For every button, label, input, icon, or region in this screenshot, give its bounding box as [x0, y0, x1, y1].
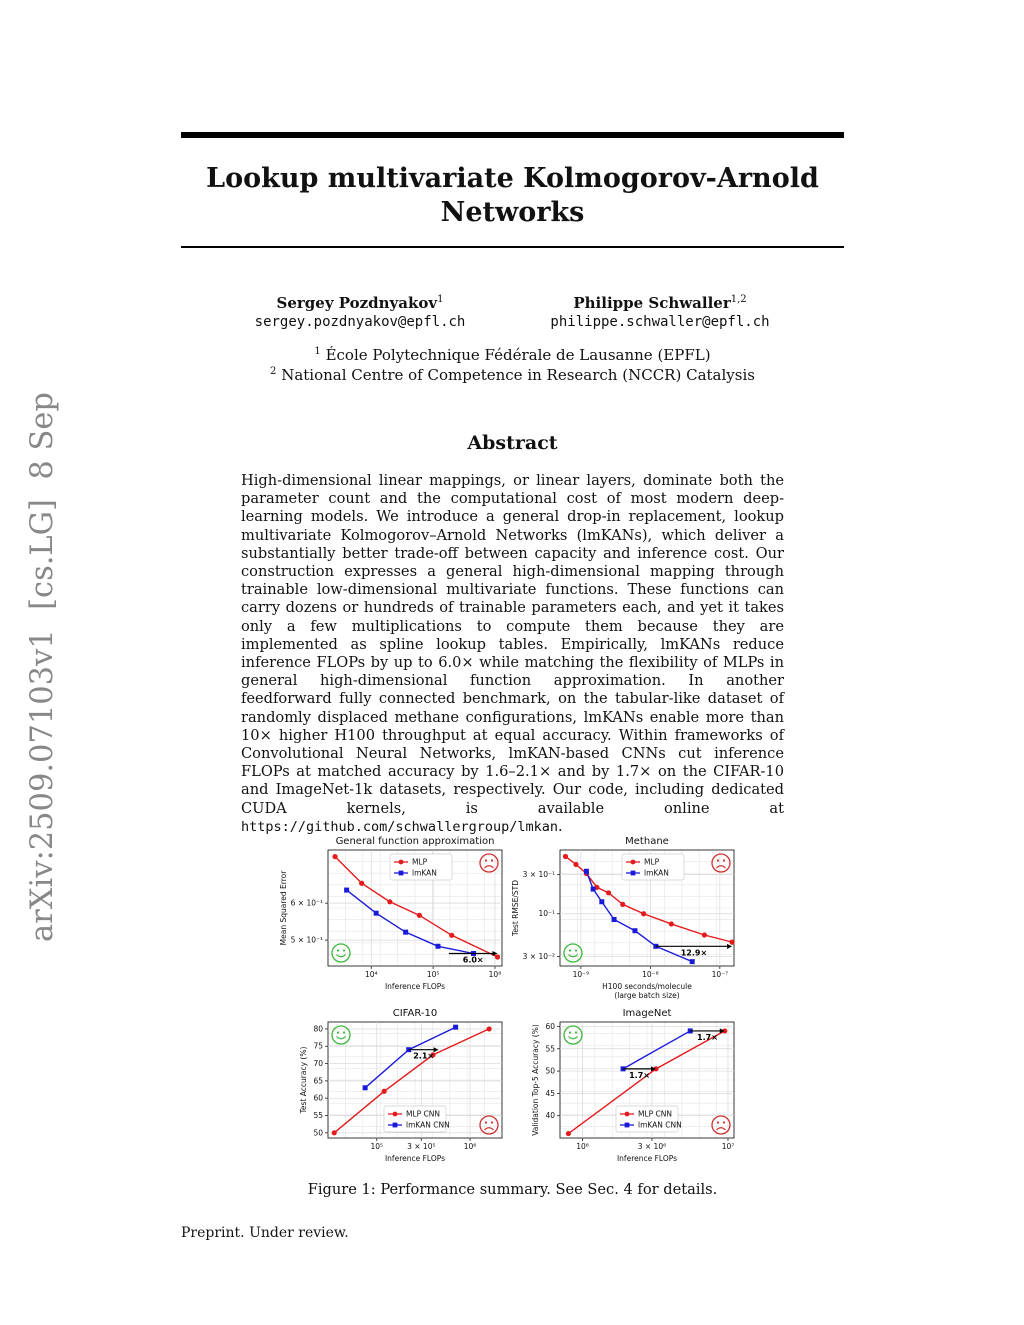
author-block-1 [230, 294, 490, 330]
data-point [495, 954, 500, 959]
happy-face-icon-eye [343, 949, 345, 951]
chart-title: Methane [625, 836, 669, 847]
happy-face-icon-eye [575, 1031, 577, 1033]
sad-face-icon-mouth [717, 866, 726, 868]
data-point [387, 899, 392, 904]
chart-imagenet [502, 1004, 742, 1168]
data-point [702, 932, 707, 937]
series-line [623, 1031, 690, 1069]
data-point [363, 1085, 368, 1090]
data-point [417, 913, 422, 918]
annotation-label: 1.7× [697, 1032, 718, 1042]
x-tick-label: 3 × 10⁶ [637, 1142, 667, 1151]
legend-marker [393, 1112, 398, 1117]
happy-face-icon-mouth [337, 1037, 346, 1039]
series-lmkan [584, 869, 695, 964]
legend-marker [625, 1112, 630, 1117]
y-tick-label: 3 × 10⁻² [522, 952, 555, 962]
legend-label: lmKAN CNN [638, 1120, 682, 1130]
chart-general [270, 832, 510, 996]
paper-title [181, 162, 844, 230]
legend [622, 854, 684, 880]
data-point [453, 1025, 458, 1030]
legend-marker [631, 871, 636, 876]
x-tick-label: 10⁻⁹ [572, 970, 590, 979]
x-axis-label: H100 seconds/molecule [602, 982, 692, 991]
y-tick-label: 5 × 10⁻¹ [290, 935, 323, 945]
abstract-body [241, 472, 784, 836]
happy-face-icon-eye [343, 1031, 345, 1033]
x-tick-label: 10⁶ [463, 1142, 477, 1151]
happy-face-icon-outline [564, 944, 582, 962]
author-block-2 [530, 294, 790, 330]
x-axis-label: Inference FLOPs [384, 982, 446, 991]
speedup-annotation [449, 951, 498, 965]
legend-label: lmKAN CNN [406, 1120, 450, 1130]
chart-title: General function approximation [335, 836, 495, 847]
x-tick-label: 10⁴ [364, 970, 378, 979]
series-lmkan [344, 888, 476, 956]
data-point [690, 959, 695, 964]
title-line-1: Lookup multivariate Kolmogorov-Arnold [206, 163, 819, 194]
data-point [332, 854, 337, 859]
sad-face-icon-eye [717, 859, 719, 861]
y-tick-label: 40 [545, 1111, 555, 1121]
affiliation-2 [181, 366, 844, 384]
sad-face-icon-eye [717, 1121, 719, 1123]
sad-face-icon-outline [480, 1116, 498, 1134]
legend-label: MLP [412, 857, 428, 867]
data-point [729, 940, 734, 945]
abstract-text: High-dimensional linear mappings, or linear layers, dominate both the parameter count and the computational cost of most modern deep-learning models. We introduce a general drop-in replacement, lookup multivariate Kolmogorov–Arnold Networks (lmKANs), which deliver a substantially better trade-off between capacity and inference cost. Our construction expresses a general high-dimensional mapping through trainable low-dimensional multivariate functions. These functions can carry dozens or hundreds of trainable parameters each, and yet it takes only a few multiplications to compute them because they are implemented as spline lookup tables. Empirically, lmKANs reduce inference FLOPs by up to 6.0× while matching the flexibility of MLPs in general high-dimensional function approximation. In another feedforward fully connected benchmark, on the tabular-like dataset of randomly displaced methane configurations, lmKANs enable more than 10× higher H100 throughput at equal accuracy. Within frameworks of Convolutional Neural Networks, lmKAN-based CNNs cut inference FLOPs at matched accuracy by 1.6–2.1× and by 1.7× on the CIFAR-10 and ImageNet-1k datasets, respectively. Our code, including dedicated CUDA kernels, is available online at [241, 472, 784, 817]
author-email: sergey.pozdnyakov@epfl.ch [254, 314, 466, 330]
sad-face-icon-eye [723, 859, 725, 861]
x-tick-label: 10⁵ [426, 970, 440, 979]
y-tick-label: 45 [545, 1088, 555, 1098]
author-name: Philippe Schwaller [573, 294, 731, 312]
sad-face-icon [712, 1116, 730, 1134]
y-tick-label: 60 [545, 1021, 555, 1031]
annotation-label: 6.0× [462, 955, 484, 965]
affiliation-1 [181, 346, 844, 364]
y-tick-label: 60 [313, 1093, 323, 1103]
author-sup: 1 [437, 294, 444, 305]
data-point [486, 1026, 491, 1031]
annotation-label: 2.1× [413, 1051, 435, 1061]
chart-imagenet-svg [502, 1004, 742, 1164]
x-tick-label: 10⁷ [721, 1142, 735, 1151]
happy-face-icon [564, 1026, 582, 1044]
series-line [365, 1027, 455, 1088]
sad-face-icon-mouth [485, 1128, 494, 1130]
chart-methane [502, 832, 742, 1006]
data-point [606, 890, 611, 895]
data-point [669, 921, 674, 926]
happy-face-icon [332, 944, 350, 962]
sad-face-icon-mouth [717, 1128, 726, 1130]
y-tick-label: 55 [313, 1110, 323, 1120]
y-tick-label: 55 [545, 1044, 555, 1054]
data-point [344, 888, 349, 893]
happy-face-icon-mouth [337, 955, 346, 957]
sad-face-icon-eye [491, 859, 493, 861]
legend [616, 1106, 682, 1132]
legend-label: MLP CNN [638, 1109, 673, 1119]
data-point [449, 933, 454, 938]
sad-face-icon-eye [485, 859, 487, 861]
legend-label: MLP [644, 857, 660, 867]
data-point [359, 881, 364, 886]
x-tick-label: 10⁶ [576, 1142, 589, 1151]
y-tick-label: 3 × 10⁻¹ [522, 870, 555, 880]
chart-cifar-svg [270, 1004, 510, 1164]
data-point [566, 1131, 571, 1136]
legend-marker [631, 860, 636, 865]
y-tick-label: 50 [313, 1128, 323, 1138]
author-name: Sergey Pozdnyakov [276, 294, 438, 312]
sad-face-icon-outline [712, 1116, 730, 1134]
data-point [599, 899, 604, 904]
author-email: philippe.schwaller@epfl.ch [550, 314, 770, 330]
x-axis-label-2: (large batch size) [614, 991, 680, 1000]
abstract-end: . [557, 817, 563, 835]
chart-general-svg [270, 832, 510, 992]
y-axis-label: Mean Squared Error [279, 870, 288, 946]
data-point [382, 1089, 387, 1094]
legend-marker [625, 1123, 630, 1128]
y-tick-label: 75 [313, 1041, 323, 1051]
happy-face-icon-mouth [569, 1037, 578, 1039]
sad-face-icon [712, 854, 730, 872]
y-tick-label: 6 × 10⁻¹ [290, 898, 323, 908]
affiliation-text: École Polytechnique Fédérale de Lausanne (EPFL) [325, 346, 711, 364]
x-tick-label: 10⁵ [370, 1142, 384, 1151]
data-point [573, 862, 578, 867]
data-point [332, 1130, 337, 1135]
y-axis-label: Test RMSE/STD [511, 880, 520, 936]
annotation-label: 1.7× [629, 1070, 650, 1080]
y-axis-label: Test Accuracy (%) [299, 1046, 308, 1114]
sad-face-icon-eye [485, 1121, 487, 1123]
arxiv-id: arXiv:2509.07103v1 [cs.LG] 8 Sep 2025 [25, 382, 60, 942]
author-sup: 1,2 [730, 294, 747, 305]
legend [390, 854, 452, 880]
series-line [347, 890, 474, 953]
x-tick-label: 3 × 10⁵ [407, 1142, 436, 1151]
title-top-rule [181, 132, 844, 138]
chart-title: ImageNet [622, 1008, 672, 1019]
footer-note: Preprint. Under review. [181, 1225, 349, 1241]
legend-marker [399, 871, 404, 876]
y-tick-label: 10⁻¹ [538, 909, 555, 919]
sad-face-icon-eye [491, 1121, 493, 1123]
title-line-2: Networks [440, 197, 585, 228]
data-point [632, 928, 637, 933]
data-point [584, 869, 589, 874]
figure-caption: Figure 1: Performance summary. See Sec. 4 for details. [307, 1181, 718, 1198]
x-axis-label: Inference FLOPs [384, 1154, 446, 1163]
y-tick-label: 80 [313, 1024, 323, 1034]
legend-label: MLP CNN [406, 1109, 441, 1119]
legend-marker [399, 860, 404, 865]
happy-face-icon-outline [564, 1026, 582, 1044]
chart-cifar [270, 1004, 510, 1168]
abstract-heading: Abstract [467, 432, 558, 454]
x-tick-label: 10⁻⁸ [642, 970, 659, 979]
legend [384, 1106, 450, 1132]
data-point [563, 854, 568, 859]
chart-title: CIFAR-10 [392, 1008, 438, 1019]
data-point [403, 930, 408, 935]
data-point [641, 911, 646, 916]
chart-methane-svg [502, 832, 742, 1002]
data-point [612, 917, 617, 922]
x-axis-label: Inference FLOPs [616, 1154, 678, 1163]
title-bottom-rule [181, 246, 844, 248]
happy-face-icon-eye [569, 1031, 571, 1033]
code-link[interactable]: https://github.com/schwallergroup/lmkan [241, 818, 558, 835]
legend-marker [393, 1123, 398, 1128]
sad-face-icon [480, 1116, 498, 1134]
annotation-label: 12.9× [680, 948, 708, 958]
x-tick-label: 10⁻⁷ [711, 970, 729, 979]
happy-face-icon-outline [332, 944, 350, 962]
x-tick-label: 10⁶ [488, 970, 502, 979]
data-point [435, 944, 440, 949]
affiliation-sup: 1 [314, 346, 321, 357]
legend-label: lmKAN [412, 868, 437, 878]
legend-label: lmKAN [644, 868, 669, 878]
y-tick-label: 50 [545, 1066, 555, 1076]
data-point [591, 887, 596, 892]
arxiv-sidebar [14, 382, 60, 942]
happy-face-icon-eye [575, 949, 577, 951]
data-point [374, 911, 379, 916]
speedup-annotation [690, 1028, 725, 1042]
data-point [620, 902, 625, 907]
sad-face-icon-outline [712, 854, 730, 872]
arrow-head [434, 1047, 439, 1052]
y-tick-label: 70 [313, 1059, 323, 1069]
sad-face-icon-mouth [485, 866, 494, 868]
affiliation-text: National Centre of Competence in Research (NCCR) Catalysis [281, 366, 755, 384]
happy-face-icon-eye [569, 949, 571, 951]
y-tick-label: 65 [313, 1076, 323, 1086]
y-axis-label: Validation Top-5 Accuracy (%) [531, 1024, 540, 1136]
happy-face-icon [564, 944, 582, 962]
happy-face-icon-eye [337, 949, 339, 951]
happy-face-icon-eye [337, 1031, 339, 1033]
sad-face-icon-eye [723, 1121, 725, 1123]
affiliation-sup: 2 [270, 366, 277, 377]
